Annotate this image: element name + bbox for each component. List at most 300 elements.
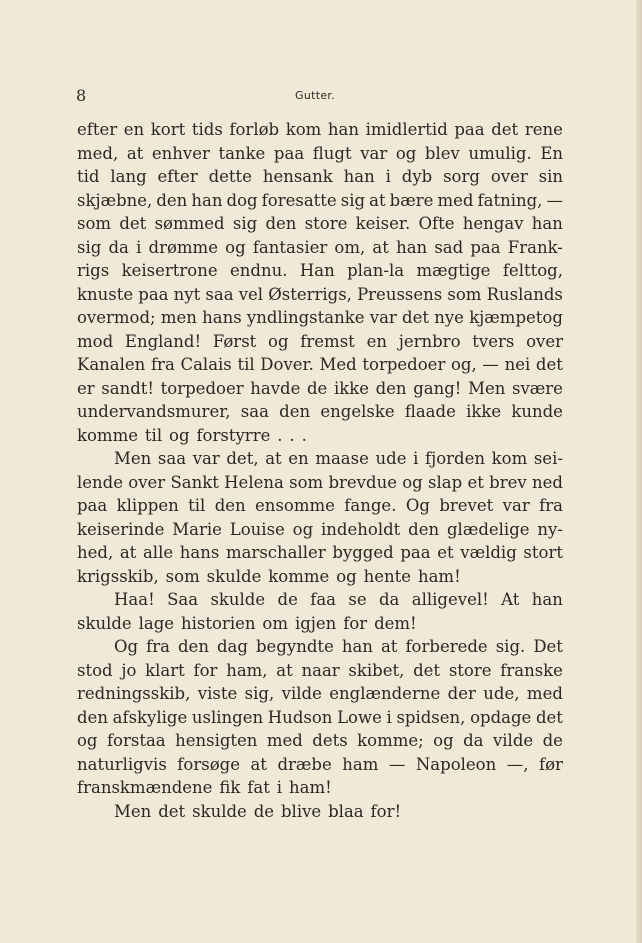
word: forløb: [229, 120, 280, 139]
word: Men: [114, 801, 152, 821]
word: dag: [217, 637, 248, 656]
word: alligevel!: [411, 590, 489, 609]
word: fik: [219, 778, 241, 797]
word: om,: [334, 237, 366, 257]
word: han: [396, 237, 428, 257]
page-edge: [636, 0, 642, 943]
word: klart: [145, 660, 185, 680]
word: med,: [77, 143, 119, 163]
word: at: [372, 237, 389, 257]
text-line: [77, 400, 563, 424]
word: han: [327, 120, 359, 139]
word: naar: [301, 660, 340, 680]
word: skjæbne,: [77, 190, 153, 210]
word: plan-la: [347, 261, 405, 280]
word: lang: [110, 167, 147, 186]
word: At: [501, 590, 520, 609]
word: paa: [77, 496, 108, 515]
word: hengav: [462, 214, 524, 233]
word: hensank: [262, 167, 333, 186]
word: lage: [138, 613, 175, 633]
word: faa: [310, 590, 336, 609]
word: historien: [181, 613, 256, 633]
word: saa: [205, 284, 234, 304]
word: dyb: [401, 167, 433, 186]
word: de: [542, 731, 563, 750]
word: glædelige: [446, 519, 530, 539]
word: var: [502, 496, 530, 515]
word: de: [306, 378, 328, 398]
word: Frank-: [507, 237, 563, 257]
word: knuste: [77, 284, 134, 304]
word: —: [482, 355, 499, 374]
word: blive: [280, 801, 322, 821]
word: i: [136, 237, 142, 257]
text-line: [77, 236, 563, 260]
word: felttog,: [502, 261, 563, 280]
word: .: [289, 425, 295, 445]
text-line: [77, 118, 563, 142]
text-line: [77, 142, 563, 166]
text-line: [77, 353, 563, 377]
word: fantasier: [252, 237, 328, 257]
word: Ofte: [418, 214, 455, 233]
word: at: [369, 190, 386, 210]
word: den: [214, 496, 246, 515]
word: at: [276, 660, 293, 680]
word: dem!: [374, 613, 417, 633]
word: Østerrigs,: [268, 284, 352, 304]
text-line: [77, 471, 563, 495]
word: paa: [138, 284, 169, 304]
word: Marie: [172, 519, 222, 539]
word: Helena: [224, 472, 284, 492]
text-line: [77, 753, 563, 777]
word: saa: [157, 449, 187, 468]
word: franske: [500, 660, 563, 680]
word: og: [395, 143, 417, 163]
word: over: [128, 472, 166, 492]
word: gang!: [413, 378, 462, 398]
word: tids: [191, 120, 223, 139]
word: torpedoer: [160, 378, 244, 398]
word: paa: [273, 143, 305, 163]
word: .: [277, 425, 283, 445]
word: forsøge: [177, 754, 240, 774]
word: var: [360, 143, 388, 163]
word: en: [366, 331, 387, 351]
text-line: [77, 259, 563, 283]
word: sin: [538, 167, 563, 186]
word: paa: [454, 120, 485, 139]
word: blaa: [328, 801, 364, 821]
word: undervandsmurer,: [77, 402, 231, 421]
word: Napoleon: [415, 754, 497, 774]
text-line: [77, 518, 563, 542]
word: skulde: [77, 613, 132, 633]
text-line: [77, 729, 563, 753]
word: ned: [531, 472, 563, 492]
word: klippen: [116, 496, 179, 515]
word: afskylige: [112, 707, 188, 727]
word: og: [225, 237, 246, 257]
word: ude,: [483, 684, 520, 703]
word: nyt: [173, 284, 201, 304]
word: paa: [470, 237, 501, 257]
text-line: [77, 682, 563, 706]
word: og: [268, 331, 289, 351]
word: Ruslands: [486, 284, 563, 304]
word: Saa: [167, 590, 199, 609]
word: hans: [179, 543, 220, 562]
word: i: [386, 707, 392, 727]
word: Men: [468, 378, 506, 398]
word: og: [169, 425, 190, 445]
word: vældig: [460, 543, 517, 562]
word: at: [119, 543, 137, 562]
word: ude: [375, 449, 407, 468]
text-line: [77, 212, 563, 236]
page-header: [76, 86, 566, 106]
word: hed,: [77, 543, 114, 562]
word: bygged: [332, 543, 394, 562]
word: nei: [504, 355, 531, 374]
word: bære: [389, 190, 434, 210]
word: den: [375, 378, 407, 398]
word: paa: [400, 543, 431, 562]
word: vilde: [492, 731, 534, 750]
page-number: 8: [76, 86, 87, 105]
word: dets: [312, 731, 348, 750]
text-line: [77, 659, 563, 683]
word: nye: [434, 308, 464, 327]
word: Kanalen: [77, 355, 146, 374]
text-line: [77, 541, 563, 565]
word: tid: [77, 167, 100, 186]
word: krigsskib,: [77, 566, 159, 586]
word: store: [304, 214, 348, 233]
word: Dover.: [260, 355, 314, 374]
word: keisertrone: [121, 261, 218, 280]
word: Og: [114, 637, 139, 656]
word: kom: [285, 120, 322, 139]
word: vilde: [281, 684, 322, 703]
word: Preussens: [357, 284, 443, 304]
word: forberede: [405, 637, 488, 656]
word: Det: [533, 637, 563, 656]
text-line: [77, 612, 563, 636]
word: Sankt: [170, 472, 219, 492]
word: kom: [491, 449, 528, 468]
word: jernbro: [398, 331, 461, 351]
word: yndlingstanke: [246, 308, 365, 327]
word: han: [191, 190, 223, 210]
word: og: [77, 731, 98, 750]
word: og: [292, 519, 314, 539]
word: til: [144, 425, 163, 445]
word: lende: [77, 472, 123, 492]
word: kort: [150, 120, 186, 139]
word: komme;: [357, 731, 424, 750]
word: viste: [197, 684, 238, 703]
text-line: [77, 424, 563, 448]
word: da: [108, 237, 129, 257]
word: fange.: [344, 496, 397, 515]
word: indeholdt: [321, 519, 401, 539]
text-line: [77, 706, 563, 730]
word: —: [546, 190, 563, 210]
word: at: [250, 754, 267, 774]
word: naturligvis: [77, 754, 167, 774]
word: Og: [405, 496, 430, 515]
word: hente: [363, 566, 412, 586]
text-line: [77, 800, 563, 824]
word: som: [77, 214, 112, 233]
word: dog: [226, 190, 258, 210]
word: sandt!: [101, 378, 155, 398]
word: endnu.: [230, 261, 288, 280]
word: den: [408, 519, 440, 539]
word: at: [126, 143, 144, 163]
word: fra: [539, 496, 563, 515]
text-line: [77, 447, 563, 471]
word: Han: [299, 261, 335, 280]
word: dræbe: [277, 754, 332, 774]
word: var: [192, 449, 220, 468]
word: en: [288, 449, 309, 468]
word: tanke: [218, 143, 266, 163]
word: den: [156, 190, 188, 210]
word: men: [160, 308, 197, 327]
word: det: [535, 355, 563, 374]
word: er: [77, 378, 95, 398]
word: sig: [77, 237, 102, 257]
word: det: [413, 660, 441, 680]
word: den: [178, 637, 209, 656]
word: ham!: [417, 566, 461, 586]
word: se: [348, 590, 367, 609]
word: begyndte: [256, 637, 334, 656]
word: sad: [434, 237, 464, 257]
word: et: [467, 472, 484, 492]
running-title: Gutter.: [295, 89, 335, 102]
word: rigs: [77, 261, 110, 280]
word: havde: [250, 378, 301, 398]
word: brevet: [439, 496, 494, 515]
word: og: [433, 731, 454, 750]
word: til: [237, 355, 255, 374]
word: med: [437, 190, 474, 210]
word: rene: [524, 120, 563, 139]
word: enhver: [151, 143, 210, 163]
word: skulde: [210, 590, 266, 609]
word: de: [277, 590, 298, 609]
word: den: [77, 707, 108, 727]
word: til: [188, 496, 206, 515]
word: med: [266, 731, 303, 750]
text-line: [77, 377, 563, 401]
word: slap: [428, 472, 463, 492]
word: sei-: [533, 449, 563, 468]
word: .: [301, 425, 307, 445]
word: skibet,: [348, 660, 405, 680]
word: over: [490, 167, 528, 186]
word: dette: [208, 167, 252, 186]
word: ikke: [333, 378, 369, 398]
word: forstaa: [106, 731, 166, 750]
word: mod: [77, 331, 114, 351]
word: Med: [319, 355, 357, 374]
word: hans: [202, 308, 242, 327]
word: Calais: [180, 355, 232, 374]
word: vel: [238, 284, 264, 304]
word: og,: [451, 355, 477, 374]
text-line: [77, 588, 563, 612]
word: Lowe: [337, 707, 382, 727]
word: den: [265, 214, 297, 233]
word: flaade: [404, 402, 456, 421]
word: med: [526, 684, 563, 703]
word: han: [343, 167, 375, 186]
word: om: [262, 613, 289, 633]
word: kjæmpetog: [469, 308, 563, 327]
word: for!: [370, 801, 402, 821]
word: store: [448, 660, 492, 680]
word: sig.: [495, 637, 526, 656]
word: som: [447, 284, 482, 304]
body-text: [77, 118, 563, 823]
word: —,: [506, 754, 529, 774]
text-line: [77, 165, 563, 189]
word: sorg: [443, 167, 480, 186]
word: keiserinde: [77, 519, 165, 539]
word: han: [531, 590, 563, 609]
word: det: [535, 707, 563, 727]
word: sig,: [244, 684, 275, 703]
word: brevdue: [328, 472, 397, 492]
word: spidsen,: [396, 707, 466, 727]
word: redningsskib,: [77, 684, 191, 703]
word: ikke: [466, 402, 502, 421]
word: for: [343, 613, 368, 633]
text-line: [77, 306, 563, 330]
word: at: [380, 637, 398, 656]
word: brev: [489, 472, 527, 492]
word: det,: [226, 449, 259, 468]
word: englænderne: [329, 684, 441, 703]
word: i: [276, 778, 283, 797]
text-line: [77, 330, 563, 354]
word: Haa!: [114, 590, 155, 609]
word: overmod;: [77, 308, 156, 327]
word: for: [193, 660, 218, 680]
word: jo: [121, 660, 137, 680]
word: det: [158, 801, 186, 821]
word: Først: [212, 331, 257, 351]
text-line: [77, 494, 563, 518]
word: var: [369, 308, 397, 327]
word: komme: [77, 425, 138, 445]
word: forstyrre: [196, 425, 271, 445]
word: fat: [247, 778, 270, 797]
word: et: [437, 543, 454, 562]
word: stort: [523, 543, 563, 562]
word: det: [119, 214, 147, 233]
word: skulde: [192, 801, 247, 821]
word: sig: [340, 190, 366, 210]
word: ensomme: [255, 496, 335, 515]
word: i: [385, 167, 391, 186]
word: —: [388, 754, 406, 774]
word: blev: [424, 143, 460, 163]
word: den: [279, 402, 311, 421]
word: foresatte: [261, 190, 337, 210]
word: fatning,: [477, 190, 543, 210]
word: sømmed: [154, 214, 225, 233]
word: i: [413, 449, 419, 468]
word: fra: [146, 637, 170, 656]
word: ny-: [537, 519, 563, 539]
text-line: [77, 635, 563, 659]
word: at: [265, 449, 282, 468]
word: mægtige: [416, 261, 491, 280]
word: fremst: [300, 331, 355, 351]
word: kunde: [511, 402, 563, 421]
word: og: [402, 472, 423, 492]
word: Men: [114, 449, 152, 468]
word: Hudson: [267, 707, 333, 727]
word: igjen: [294, 613, 337, 633]
word: over: [526, 331, 563, 351]
word: skulde: [206, 566, 262, 586]
word: En: [540, 143, 563, 163]
word: en: [123, 120, 145, 139]
text-line: [77, 283, 563, 307]
word: engelske: [320, 402, 395, 421]
word: de: [253, 801, 275, 821]
word: fjorden: [425, 449, 486, 468]
text-line: [77, 776, 563, 800]
word: efter: [77, 120, 118, 139]
word: det: [402, 308, 429, 327]
word: han: [341, 637, 373, 656]
word: ham,: [226, 660, 268, 680]
word: ham: [342, 754, 379, 774]
word: det: [491, 120, 519, 139]
text-line: [77, 565, 563, 589]
word: alle: [142, 543, 174, 562]
word: som: [289, 472, 324, 492]
word: umulig.: [468, 143, 532, 163]
word: han: [531, 214, 563, 233]
word: uslingen: [191, 707, 264, 727]
word: keiser.: [355, 214, 411, 233]
word: England!: [124, 331, 202, 351]
word: efter: [157, 167, 198, 186]
word: Louise: [229, 519, 285, 539]
word: komme: [268, 566, 330, 586]
word: ham!: [289, 778, 332, 797]
word: svære: [511, 378, 563, 398]
word: maase: [315, 449, 369, 468]
word: da: [378, 590, 400, 609]
word: sig: [232, 214, 258, 233]
word: og: [336, 566, 357, 586]
word: stod: [77, 660, 113, 680]
word: franskmændene: [77, 778, 213, 797]
word: torpedoer: [362, 355, 446, 374]
word: hensigten: [175, 731, 258, 750]
